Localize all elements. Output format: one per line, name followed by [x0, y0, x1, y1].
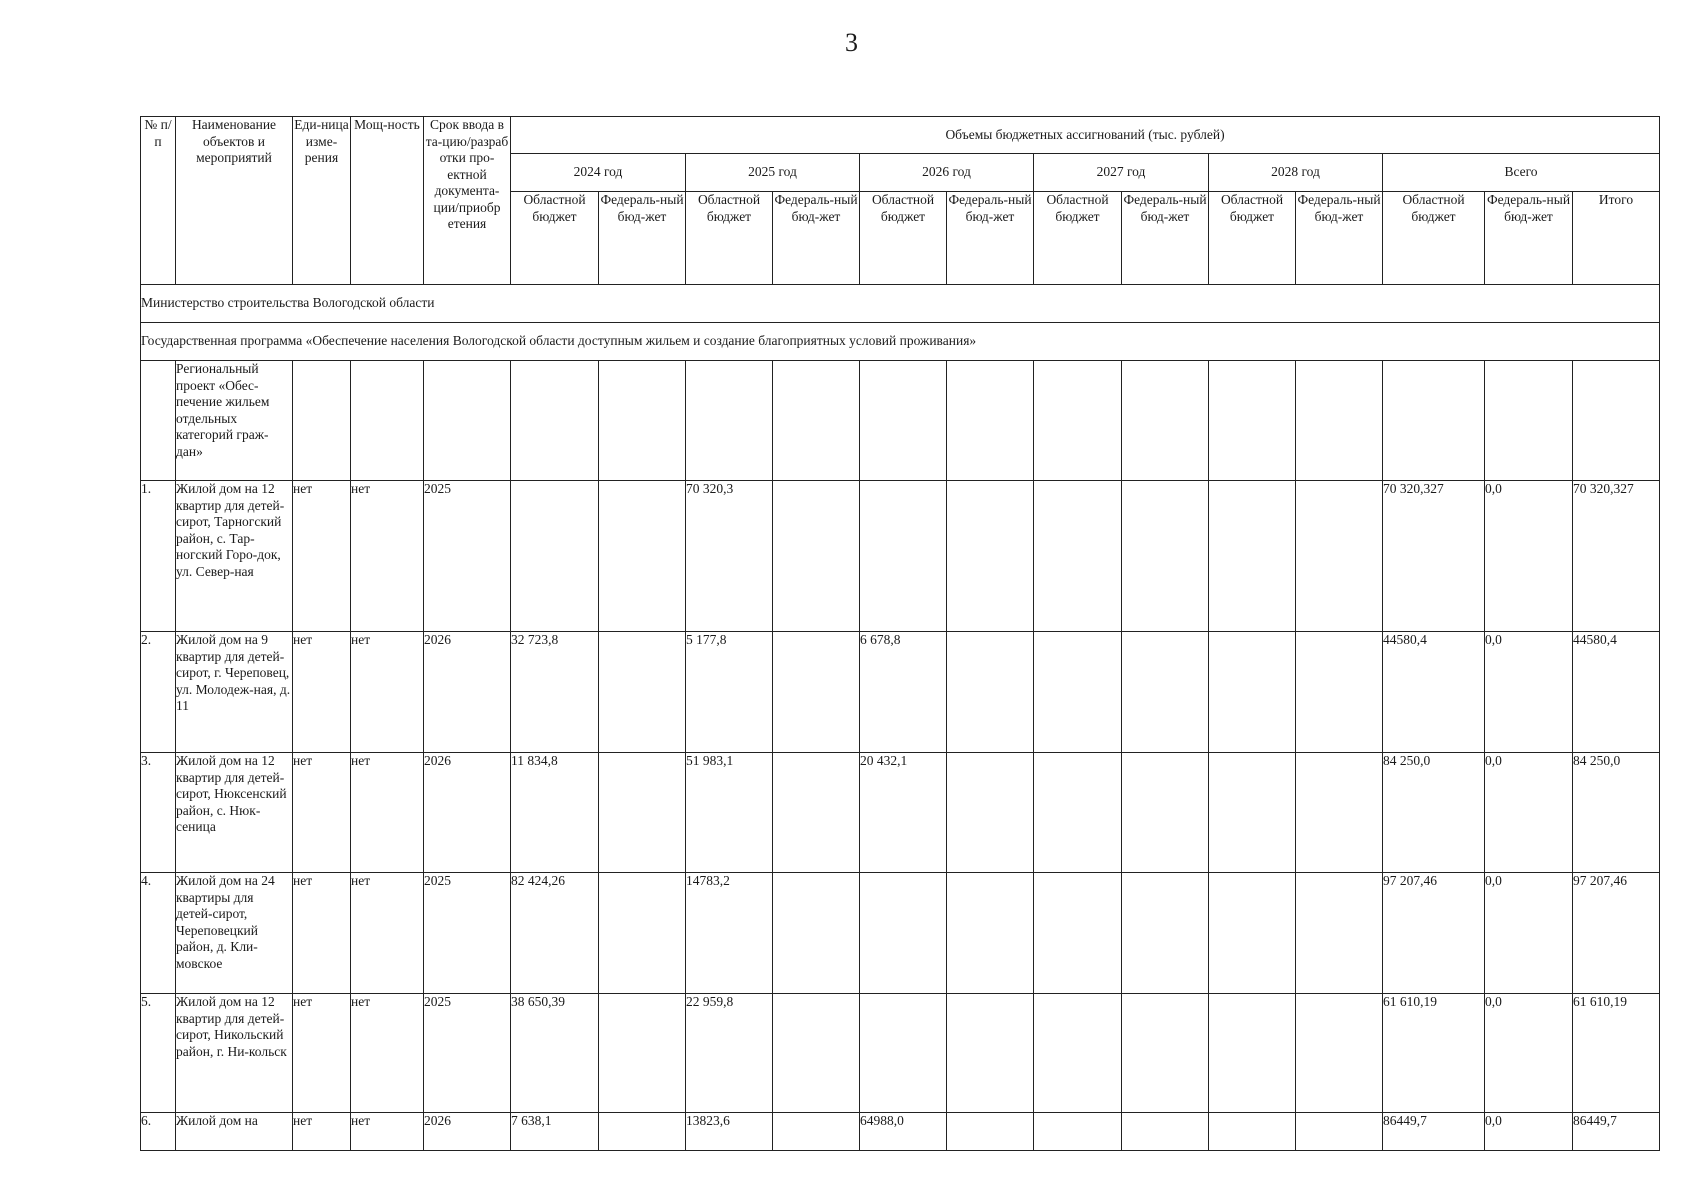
row-number: 2. — [141, 632, 176, 753]
term-cell: 2026 — [424, 1113, 511, 1151]
value-cell — [599, 753, 686, 873]
program-row: Государственная программа «Обеспечение населения Вологодской области доступным жильем и создание благоприятных условий проживания» — [141, 323, 1660, 361]
power-cell: нет — [351, 481, 424, 632]
row-number: 4. — [141, 873, 176, 994]
federal-budget-header: Федераль-ный бюд-жет — [1122, 192, 1209, 285]
year-header: 2026 год — [860, 154, 1034, 192]
project-row — [141, 361, 1660, 481]
object-name: Жилой дом на 12 квартир для детей-сирот, Нюксенский район, с. Нюк-сеница — [176, 753, 293, 873]
value-cell — [947, 481, 1034, 632]
value-cell: 51 983,1 — [686, 753, 773, 873]
grand-total-header: Итого — [1573, 192, 1660, 285]
value-cell — [599, 632, 686, 753]
value-cell — [1034, 994, 1122, 1113]
value-cell — [1296, 873, 1383, 994]
col-power-header: Мощ-ность — [351, 117, 424, 285]
table-row — [141, 632, 1660, 753]
table-row — [141, 994, 1660, 1113]
value-cell — [599, 1113, 686, 1151]
value-cell: 61 610,19 — [1573, 994, 1660, 1113]
value-cell: 0,0 — [1485, 873, 1573, 994]
value-cell: 0,0 — [1485, 632, 1573, 753]
value-cell: 20 432,1 — [860, 753, 947, 873]
federal-budget-header: Федераль-ный бюд-жет — [1485, 192, 1573, 285]
value-cell — [511, 481, 599, 632]
value-cell — [1122, 873, 1209, 994]
table-row — [141, 1113, 1660, 1151]
value-cell: 14783,2 — [686, 873, 773, 994]
object-name: Жилой дом на 9 квартир для детей-сирот, г. Череповец, ул. Молодеж-ная, д. 11 — [176, 632, 293, 753]
row-number: 3. — [141, 753, 176, 873]
col-term-header: Срок ввода в та-цию/разраб отки про-ектной документа-ции/приобр етения — [424, 117, 511, 285]
value-cell: 32 723,8 — [511, 632, 599, 753]
value-cell: 86449,7 — [1573, 1113, 1660, 1151]
value-cell: 70 320,327 — [1383, 481, 1485, 632]
federal-budget-header: Федераль-ный бюд-жет — [1296, 192, 1383, 285]
term-cell: 2025 — [424, 481, 511, 632]
value-cell: 97 207,46 — [1383, 873, 1485, 994]
value-cell — [1296, 994, 1383, 1113]
object-name: Жилой дом на — [176, 1113, 293, 1151]
value-cell — [1122, 481, 1209, 632]
object-name: Жилой дом на 12 квартир для детей-сирот, Тарногский район, с. Тар-ногский Горо-док, ул. Север-ная — [176, 481, 293, 632]
value-cell: 22 959,8 — [686, 994, 773, 1113]
value-cell: 6 678,8 — [860, 632, 947, 753]
year-header: 2024 год — [511, 154, 686, 192]
value-cell: 70 320,3 — [686, 481, 773, 632]
col-name-header: Наименование объектов и мероприятий — [176, 117, 293, 285]
budget-table — [140, 116, 1660, 1151]
value-cell: 0,0 — [1485, 994, 1573, 1113]
value-cell: 70 320,327 — [1573, 481, 1660, 632]
value-cell — [599, 994, 686, 1113]
total-header: Всего — [1383, 154, 1660, 192]
value-cell — [1209, 753, 1296, 873]
federal-budget-header: Федераль-ный бюд-жет — [773, 192, 860, 285]
term-cell: 2025 — [424, 873, 511, 994]
object-name: Жилой дом на 24 квартиры для детей-сирот, Череповецкий район, д. Кли-мовское — [176, 873, 293, 994]
regional-budget-header: Областной бюджет — [1383, 192, 1485, 285]
value-cell: 64988,0 — [860, 1113, 947, 1151]
power-cell: нет — [351, 632, 424, 753]
value-cell — [1209, 481, 1296, 632]
value-cell — [1296, 632, 1383, 753]
unit-cell: нет — [293, 1113, 351, 1151]
value-cell — [1122, 994, 1209, 1113]
unit-cell: нет — [293, 753, 351, 873]
value-cell — [1034, 753, 1122, 873]
volumes-header: Объемы бюджетных ассигнований (тыс. рублей) — [511, 117, 1660, 154]
value-cell — [1209, 632, 1296, 753]
value-cell — [1034, 873, 1122, 994]
term-cell: 2026 — [424, 632, 511, 753]
value-cell — [1209, 994, 1296, 1113]
value-cell: 13823,6 — [686, 1113, 773, 1151]
year-header: 2028 год — [1209, 154, 1383, 192]
value-cell: 38 650,39 — [511, 994, 599, 1113]
row-number: 5. — [141, 994, 176, 1113]
value-cell — [947, 632, 1034, 753]
regional-budget-header: Областной бюджет — [511, 192, 599, 285]
term-cell: 2025 — [424, 994, 511, 1113]
row-number: 1. — [141, 481, 176, 632]
empty-cell — [141, 361, 176, 481]
value-cell — [1209, 873, 1296, 994]
value-cell: 11 834,8 — [511, 753, 599, 873]
federal-budget-header: Федераль-ный бюд-жет — [947, 192, 1034, 285]
value-cell: 97 207,46 — [1573, 873, 1660, 994]
term-cell: 2026 — [424, 753, 511, 873]
regional-budget-header: Областной бюджет — [1034, 192, 1122, 285]
page-number: 3 — [845, 28, 858, 57]
value-cell: 0,0 — [1485, 481, 1573, 632]
value-cell — [1034, 632, 1122, 753]
year-header: 2027 год — [1034, 154, 1209, 192]
federal-budget-header: Федераль-ный бюд-жет — [599, 192, 686, 285]
value-cell — [1296, 753, 1383, 873]
unit-cell: нет — [293, 481, 351, 632]
power-cell: нет — [351, 1113, 424, 1151]
unit-cell: нет — [293, 994, 351, 1113]
value-cell — [773, 1113, 860, 1151]
ministry-row: Министерство строительства Вологодской области — [141, 285, 1660, 323]
value-cell: 82 424,26 — [511, 873, 599, 994]
value-cell — [599, 481, 686, 632]
row-number: 6. — [141, 1113, 176, 1151]
col-num-header: № п/п — [141, 117, 176, 285]
unit-cell: нет — [293, 873, 351, 994]
value-cell — [773, 481, 860, 632]
power-cell: нет — [351, 873, 424, 994]
power-cell: нет — [351, 994, 424, 1113]
value-cell — [773, 632, 860, 753]
value-cell — [947, 873, 1034, 994]
value-cell: 0,0 — [1485, 1113, 1573, 1151]
value-cell — [947, 994, 1034, 1113]
value-cell — [599, 873, 686, 994]
value-cell: 7 638,1 — [511, 1113, 599, 1151]
value-cell: 5 177,8 — [686, 632, 773, 753]
power-cell: нет — [351, 753, 424, 873]
project-name: Региональный проект «Обес-печение жильем отдельных категорий граж-дан» — [176, 361, 293, 481]
year-header: 2025 год — [686, 154, 860, 192]
value-cell — [1122, 632, 1209, 753]
value-cell — [860, 994, 947, 1113]
value-cell — [773, 753, 860, 873]
col-unit-header: Еди-ница изме-рения — [293, 117, 351, 285]
value-cell — [1034, 1113, 1122, 1151]
value-cell — [947, 753, 1034, 873]
value-cell — [1296, 481, 1383, 632]
regional-budget-header: Областной бюджет — [860, 192, 947, 285]
value-cell — [947, 1113, 1034, 1151]
regional-budget-header: Областной бюджет — [686, 192, 773, 285]
value-cell — [1122, 1113, 1209, 1151]
value-cell: 84 250,0 — [1383, 753, 1485, 873]
value-cell: 44580,4 — [1573, 632, 1660, 753]
value-cell: 0,0 — [1485, 753, 1573, 873]
value-cell — [773, 994, 860, 1113]
unit-cell: нет — [293, 632, 351, 753]
table-row — [141, 753, 1660, 873]
value-cell: 61 610,19 — [1383, 994, 1485, 1113]
value-cell: 86449,7 — [1383, 1113, 1485, 1151]
value-cell — [1034, 481, 1122, 632]
value-cell — [860, 873, 947, 994]
value-cell — [773, 873, 860, 994]
value-cell — [1122, 753, 1209, 873]
regional-budget-header: Областной бюджет — [1209, 192, 1296, 285]
value-cell — [860, 481, 947, 632]
value-cell: 84 250,0 — [1573, 753, 1660, 873]
value-cell: 44580,4 — [1383, 632, 1485, 753]
value-cell — [1209, 1113, 1296, 1151]
table-row — [141, 873, 1660, 994]
value-cell — [1296, 1113, 1383, 1151]
object-name: Жилой дом на 12 квартир для детей-сирот, Никольский район, г. Ни-кольск — [176, 994, 293, 1113]
table-row — [141, 481, 1660, 632]
